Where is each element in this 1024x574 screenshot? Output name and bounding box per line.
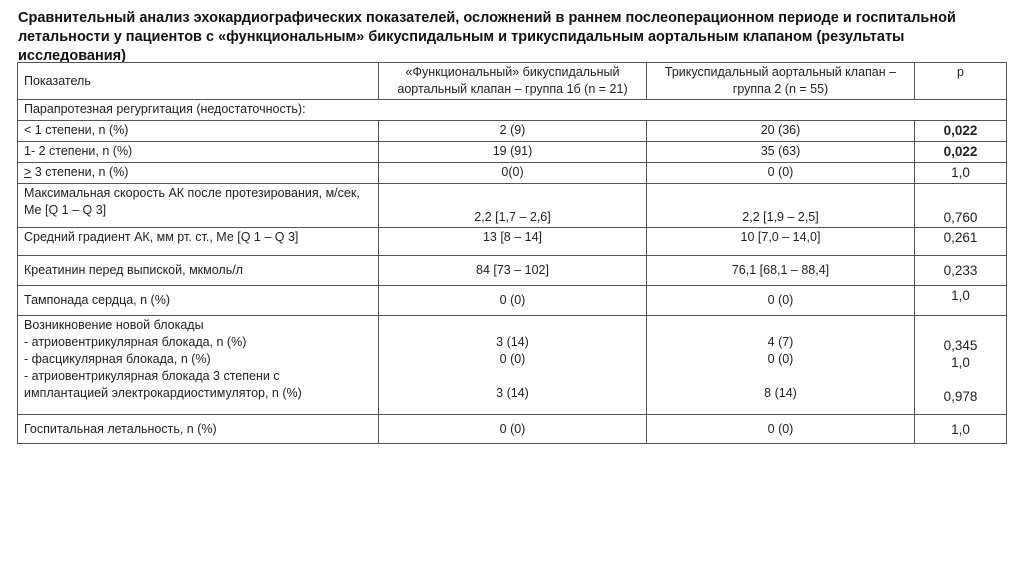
row-group2: 0 (0) — [647, 286, 915, 316]
blockade-group1 — [379, 316, 647, 415]
row-metric: Креатинин перед выпиской, мкмоль/л — [18, 256, 379, 286]
header-group2: Трикуспидальный аортальный клапан – группа 2 (n = 55) — [647, 63, 915, 100]
row-metric — [18, 163, 379, 184]
blockade-spacer — [385, 368, 640, 385]
header-metric: Показатель — [18, 63, 379, 100]
row-group2: 0 (0) — [647, 163, 915, 184]
blockade-av3-p: 0,978 — [943, 389, 978, 404]
blockade-heading: Возникновение новой блокады — [24, 318, 204, 332]
blockade-av3-g1: 3 (14) — [496, 386, 529, 400]
row-p: 0,022 — [915, 142, 1007, 163]
blockade-av-p: 0,345 — [943, 338, 978, 353]
row-group1: 2,2 [1,7 – 2,6] — [379, 184, 647, 228]
row-metric: 1- 2 степени, n (%) — [18, 142, 379, 163]
row-group2: 76,1 [68,1 – 88,4] — [647, 256, 915, 286]
gte-symbol: > — [24, 165, 32, 179]
row-metric: Максимальная скорость АК после протезирования, м/сек, Ме [Q 1 – Q 3] — [18, 184, 379, 228]
table-header-row — [18, 63, 1007, 100]
blockade-av-label: - атриовентрикулярная блокада, n (%) — [24, 335, 247, 349]
page-title: Сравнительный анализ эхокардиографических показателей, осложнений в раннем послеоперационном периоде и госпитальной летальности у пациентов с «функциональным» бикуспидальным и трикуспидальным аортальным клапаном (результаты исследования) — [18, 10, 956, 64]
blockade-av3-g2: 8 (14) — [764, 386, 797, 400]
row-metric: Тампонада сердца, n (%) — [18, 286, 379, 316]
blockade-av-g2: 4 (7) — [767, 335, 794, 349]
row-group1: 84 [73 – 102] — [379, 256, 647, 286]
row-group2: 10 [7,0 – 14,0] — [647, 228, 915, 256]
table-row — [18, 184, 1007, 228]
blockade-av3-label-1: - атриовентрикулярная блокада 3 степени с — [24, 369, 280, 383]
table-row-blockade — [18, 316, 1007, 415]
row-group1: 0(0) — [379, 163, 647, 184]
table-row — [18, 228, 1007, 256]
row-group1: 13 [8 – 14] — [379, 228, 647, 256]
row-group2: 35 (63) — [647, 142, 915, 163]
row-metric-rest: 3 степени, n (%) — [31, 165, 129, 179]
row-p: 1,0 — [915, 415, 1007, 444]
row-p: 0,760 — [915, 184, 1007, 228]
row-group2: 20 (36) — [647, 121, 915, 142]
row-metric: < 1 степени, n (%) — [18, 121, 379, 142]
blockade-spacer — [653, 368, 908, 385]
row-metric: Средний градиент АК, мм рт. ст., Ме [Q 1 – Q 3] — [18, 228, 379, 256]
table-row — [18, 163, 1007, 184]
row-group2: 0 (0) — [647, 415, 915, 444]
row-group2: 2,2 [1,9 – 2,5] — [647, 184, 915, 228]
blockade-metric — [18, 316, 379, 415]
row-p: 1,0 — [915, 163, 1007, 184]
blockade-fasc-p: 1,0 — [951, 355, 970, 370]
table-row — [18, 142, 1007, 163]
results-table — [17, 62, 1007, 444]
row-group1: 0 (0) — [379, 286, 647, 316]
row-p: 0,022 — [915, 121, 1007, 142]
blockade-spacer — [921, 371, 1000, 388]
table-row — [18, 256, 1007, 286]
table-row — [18, 415, 1007, 444]
table-row — [18, 121, 1007, 142]
blockade-av-g1: 3 (14) — [496, 335, 529, 349]
blockade-spacer — [921, 317, 1000, 334]
blockade-spacer — [385, 317, 640, 334]
blockade-p — [915, 316, 1007, 415]
row-metric: Госпитальная летальность, n (%) — [18, 415, 379, 444]
header-p: p — [915, 63, 1007, 100]
row-p: 0,261 — [915, 228, 1007, 256]
blockade-fasc-g2: 0 (0) — [767, 352, 794, 366]
table-row — [18, 286, 1007, 316]
section-regurgitation-label: Парапротезная регургитация (недостаточность): — [18, 100, 1007, 121]
row-group1: 2 (9) — [379, 121, 647, 142]
row-group1: 0 (0) — [379, 415, 647, 444]
blockade-spacer — [653, 317, 908, 334]
row-p: 1,0 — [915, 286, 1007, 316]
header-group1: «Функциональный» бикуспидальный аортальный клапан – группа 1б (n = 21) — [379, 63, 647, 100]
section-row-regurgitation — [18, 100, 1007, 121]
blockade-fasc-label: - фасцикулярная блокада, n (%) — [24, 352, 211, 366]
blockade-av3-label-2: имплантацией электрокардиостимулятор, n (%) — [24, 386, 302, 400]
row-group1: 19 (91) — [379, 142, 647, 163]
blockade-fasc-g1: 0 (0) — [499, 352, 526, 366]
blockade-group2 — [647, 316, 915, 415]
row-p: 0,233 — [915, 256, 1007, 286]
